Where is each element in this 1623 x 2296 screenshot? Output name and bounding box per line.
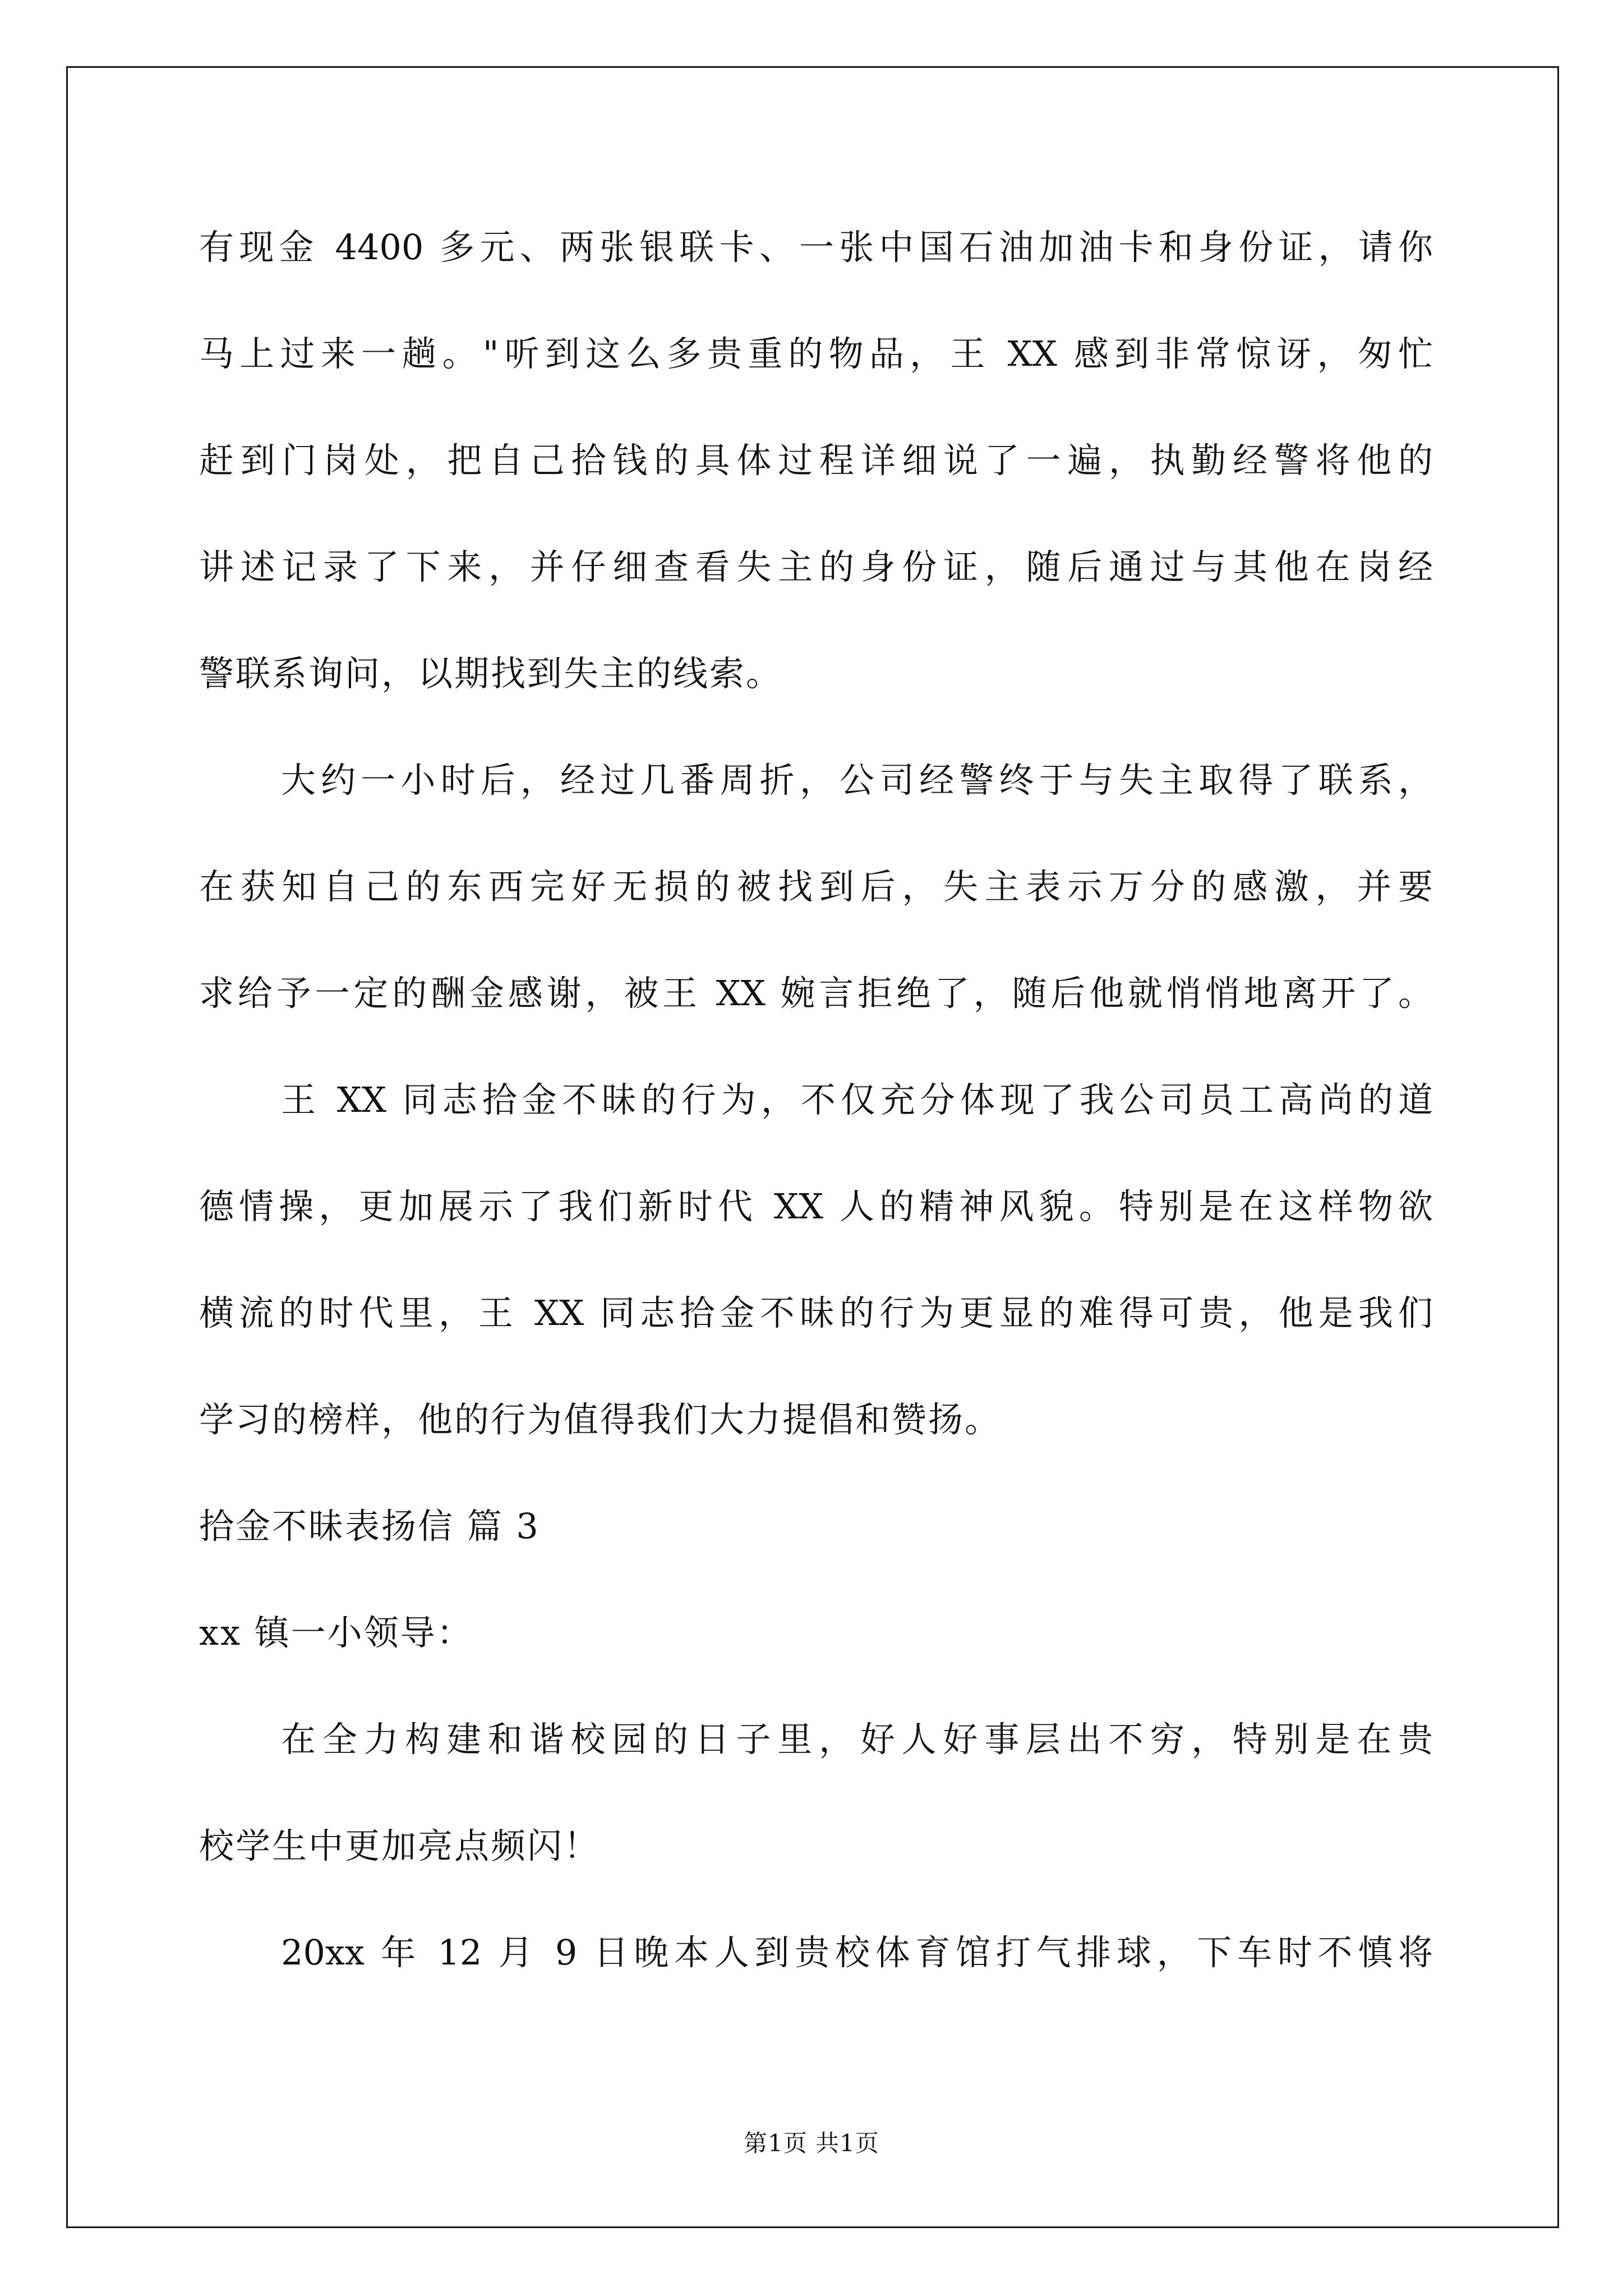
text-line: 横流的时代里，王 XX 同志拾金不昧的行为更显的难得可贵，他是我们 bbox=[199, 1292, 1433, 1333]
text-line: 马上过来一趟。"听到这么多贵重的物品，王 XX 感到非常惊讶，匆忙 bbox=[199, 333, 1433, 374]
text-line: 在获知自己的东西完好无损的被找到后，失主表示万分的感激，并要 bbox=[199, 866, 1433, 907]
paragraph-first-line: 王 XX 同志拾金不昧的行为，不仅充分体现了我公司员工高尚的道 bbox=[281, 1079, 1433, 1120]
page-number-footer: 第1页 共1页 bbox=[744, 2129, 879, 2157]
text-line: 校学生中更加亮点频闪！ bbox=[199, 1825, 601, 1866]
paragraph-first-line: 在全力构建和谐校园的日子里，好人好事层出不穷，特别是在贵 bbox=[281, 1719, 1433, 1760]
salutation: xx 镇一小领导： bbox=[199, 1612, 473, 1653]
text-line: 德情操，更加展示了我们新时代 XX 人的精神风貌。特别是在这样物欲 bbox=[199, 1186, 1433, 1227]
paragraph-first-line: 大约一小时后，经过几番周折，公司经警终于与失主取得了联系， bbox=[281, 760, 1433, 800]
page-border bbox=[66, 66, 1559, 2228]
text-line: 求给予一定的酬金感谢，被王 XX 婉言拒绝了，随后他就悄悄地离开了。 bbox=[199, 973, 1433, 1014]
text-line: 学习的榜样，他的行为值得我们大力提倡和赞扬。 bbox=[199, 1399, 1002, 1440]
section-heading: 拾金不昧表扬信 篇 3 bbox=[199, 1506, 540, 1547]
paragraph-first-line: 20xx 年 12 月 9 日晚本人到贵校体育馆打气排球，下车时不慎将 bbox=[281, 1932, 1433, 1973]
text-line: 讲述记录了下来，并仔细查看失主的身份证，随后通过与其他在岗经 bbox=[199, 546, 1433, 587]
text-line: 警联系询问，以期找到失主的线索。 bbox=[199, 653, 783, 694]
text-line: 赶到门岗处，把自己拾钱的具体过程详细说了一遍，执勤经警将他的 bbox=[199, 440, 1433, 481]
text-line: 有现金 4400 多元、两张银联卡、一张中国石油加油卡和身份证，请你 bbox=[199, 227, 1433, 268]
